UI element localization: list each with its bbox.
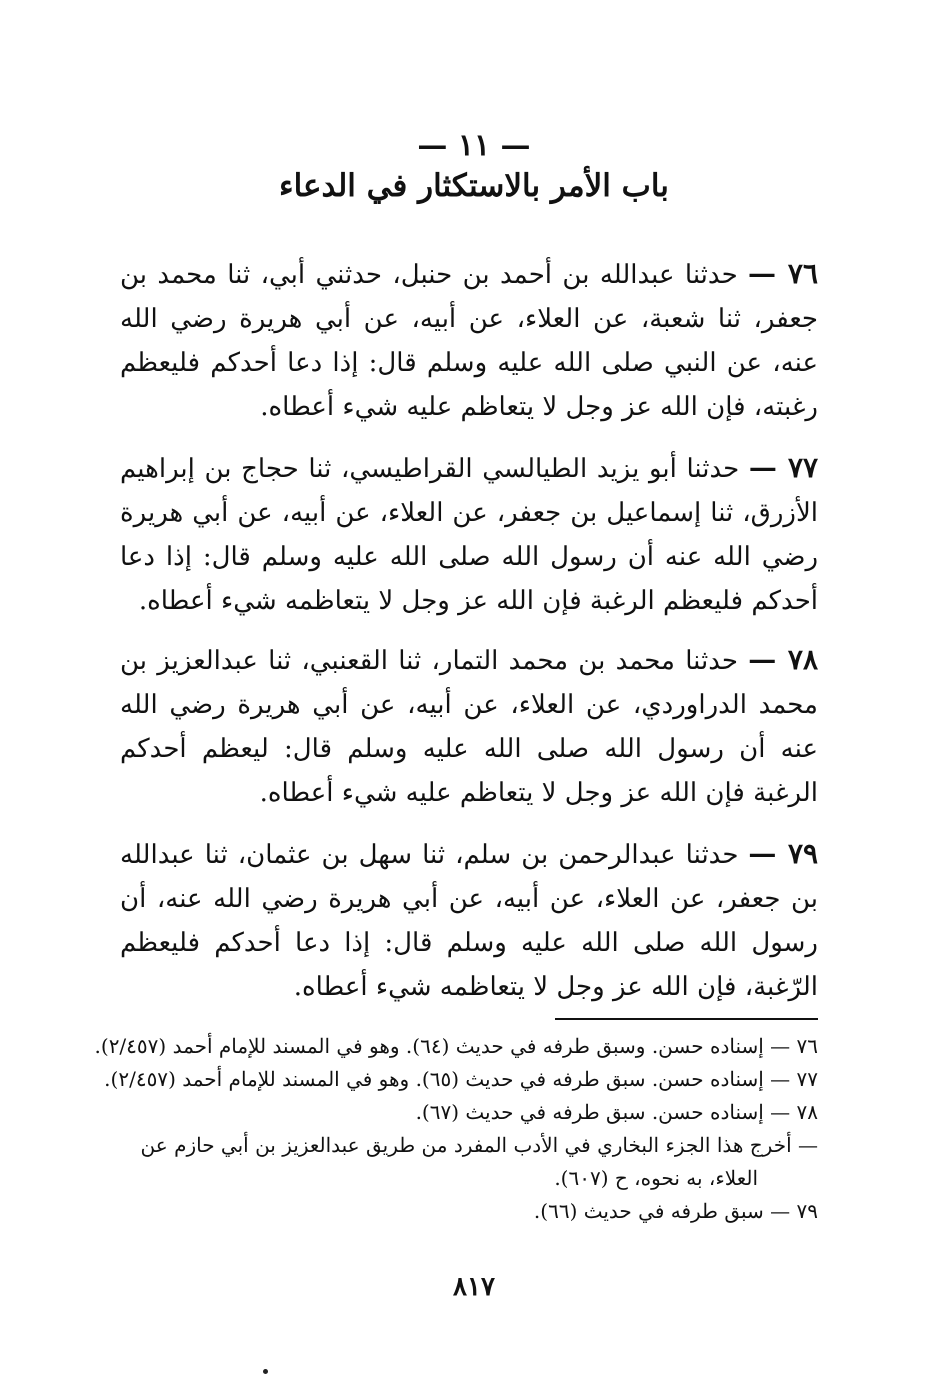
hadith-number: ٧٨ —	[748, 643, 818, 676]
chapter-number: — ١١ —	[417, 128, 531, 163]
chapter-title: باب الأمر بالاستكثار في الدعاء	[279, 168, 669, 204]
hadith-number: ٧٧ —	[748, 451, 819, 484]
footnote-76: ٧٦ — إسناده حسن. وسبق طرفه في حديث (٦٤). وهو في المسند للإمام أحمد (٢/٤٥٧).	[94, 1034, 818, 1058]
footnote-separator	[555, 1018, 818, 1020]
hadith-text: حدثنا أبو يزيد الطيالسي القراطيسي، ثنا حجاج بن إبراهيم الأزرق، ثنا إسماعيل بن جعفر، عن العلاء، عن أبيه، عن أبي هريرة رضي الله عنه أن رسول الله صلى الله عليه وسلم قال: إذا دعا أحدكم فليعظم الرغبة فإن الله عز وجل لا يتعاظمه شيء أعطاه.	[120, 454, 818, 616]
footnotes	[94, 1030, 818, 1228]
hadith-76	[120, 252, 818, 429]
footnote-78: ٧٨ — إسناده حسن. سبق طرفه في حديث (٦٧).	[415, 1100, 818, 1124]
page-number: ٨١٧	[453, 1272, 495, 1302]
footnote-79: ٧٩ — سبق طرفه في حديث (٦٦).	[533, 1199, 818, 1223]
footnote-78-note: — أخرج هذا الجزء البخاري في الأدب المفرد من طريق عبدالعزيز بن أبي حازم عن	[140, 1133, 818, 1157]
hadith-number: ٧٩ —	[748, 837, 819, 870]
footnote-77: ٧٧ — إسناده حسن. سبق طرفه في حديث (٦٥). وهو في المسند للإمام أحمد (٢/٤٥٧).	[104, 1067, 818, 1091]
hadith-text: حدثنا عبدالرحمن بن سلم، ثنا سهل بن عثمان، ثنا عبدالله بن جعفر، عن العلاء، عن أبيه، عن أبي هريرة رضي الله عنه، أن رسول الله صلى الله عليه وسلم قال: إذا دعا أحدكم فليعظم الرّغبة، فإن الله عز وجل لا يتعاظمه شيء أعطاه.	[120, 840, 818, 1002]
hadith-text: حدثنا محمد بن محمد التمار، ثنا القعنبي، ثنا عبدالعزيز بن محمد الدراوردي، عن العلاء، عن أبيه، عن أبي هريرة رضي الله عنه أن رسول الله صلى الله عليه وسلم قال: ليعظم أحدكم الرغبة فإن الله عز وجل لا يتعاظم عليه شيء أعطاه.	[120, 646, 818, 808]
hadith-79	[120, 832, 818, 1009]
hadith-77	[120, 446, 818, 623]
hadith-78	[120, 638, 818, 815]
hadith-text: حدثنا عبدالله بن أحمد بن حنبل، حدثني أبي، ثنا محمد بن جعفر، ثنا شعبة، عن العلاء، عن أبيه، عن أبي هريرة رضي الله عنه، عن النبي صلى الله عليه وسلم قال: إذا دعا أحدكم فليعظم رغبته، فإن الله عز وجل لا يتعاظم عليه شيء أعطاه.	[120, 260, 818, 422]
scan-speck	[263, 1369, 268, 1374]
hadith-number: ٧٦ —	[748, 257, 818, 290]
footnote-78-note-continued: العلاء، به نحوه، ح (٦٠٧).	[554, 1166, 758, 1190]
